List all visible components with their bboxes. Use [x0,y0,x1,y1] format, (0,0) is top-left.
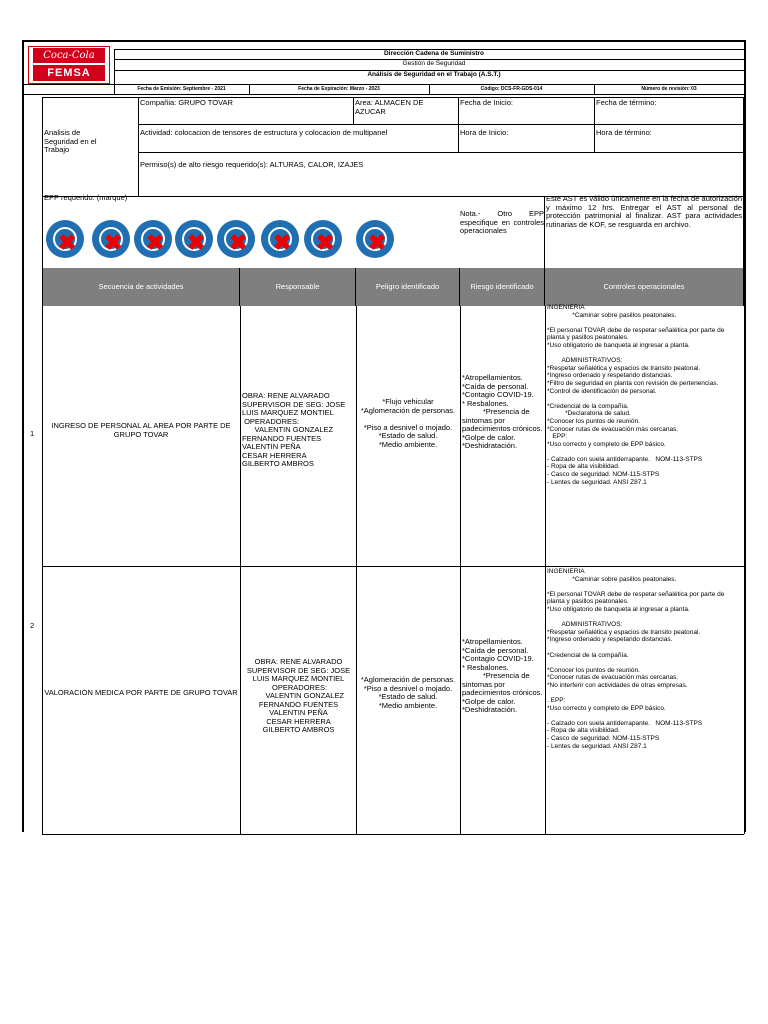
side-title: Analisis de Seguridad en el Trabajo [44,128,97,154]
permits-field: Permiso(s) de alto riesgo requerido(s): ALTURAS, CALOR, IZAJES [140,160,364,169]
row-2-risk: *Atropellamientos. *Caída de personal. *Contagio COVID-19. * Resbalones. *Presencia de sintomas por padecimientos crónicos. *Golpe de calor. *Deshidratación. [462,638,543,714]
company-field: Compañia: GRUPO TOVAR [140,98,233,107]
row-2-controls: INGENIERIA *Caminar sobre pasillos peatonales. *El personal TOVAR debe de respetar señalética por parte de planta y pasillos peatonales. *Uso obligatorio de banqueta al ingresar a planta. ADMINISTRATIVOS: *Respetar señalética y espacios de transito peatonal. *Ingreso ordenado y respetando distancias. *Credencial de la compañía. *Conocer los puntos de reunión. *Conocer rutas de evacuación más cercanas. *No interferir con actividades de otras empresas. . EPP: *Uso correcto y completo de EPP básico. - Calzado con suela antiderrapante. NOM-113-STPS - Ropa de alta visibilidad. - Casco de seguridad. NOM-115-STPS - Lentes de seguridad. ANSI Z87.1 [547,568,725,750]
row-1-hazard: *Flujo vehicular *Aglomeración de personas. *Piso a desnivel o mojado. *Estado de salud. *Medio ambiente. [360,398,456,449]
form-header [24,42,744,94]
validity-rules: Este AST es válido únicamente en la fecha de autorización y máximo 12 hrs. Entregar el AST al personal de protección patrimonial al finalizar. AST para actividades rutinarias de KOF, se resguarda en archivo. [546,194,742,229]
ear-muffs-icon[interactable]: ✖ [175,220,213,258]
issue-date: Fecha de Emisión: Septiembre - 2021 [137,86,226,92]
col-controls: Controles operacionales [545,268,744,306]
start-time-field[interactable]: Hora de Inicio: [460,128,509,137]
row-2-hazard: *Aglomeración de personas. *Piso a desnivel o mojado. *Estado de salud. *Medio ambiente. [360,676,456,710]
safety-vest-icon[interactable]: ✖ [261,220,299,258]
header-form-title: Análisis de Seguridad en el Trabajo (A.S.T.) [367,71,501,78]
row-1-responsible: OBRA: RENE ALVARADO SUPERVISOR DE SEG: JOSE LUIS MARQUEZ MONTIEL OPERADORES: VALENTIN GONZALEZ FERNANDO FUENTES VALENTIN PEÑA CESAR HERRERA GILBERTO AMBROS [242,392,346,468]
col-activity-sequence: Secuencia de actividades [42,268,240,306]
activity-field: Actividad: colocacion de tensores de estructura y colocacion de multipanel [140,128,388,137]
gloves-icon[interactable]: ✖ [304,220,342,258]
face-mask-icon[interactable]: ✖ [134,220,172,258]
row-2-responsible: OBRA: RENE ALVARADO SUPERVISOR DE SEG: JOSE LUIS MARQUEZ MONTIEL OPERADORES: VALENTIN GONZALEZ FERNANDO FUENTES VALENTIN PEÑA CESAR HERRERA GILBERTO AMBROS [246,658,351,734]
start-date-field[interactable]: Fecha de Inicio: [460,98,513,107]
revision-number: Número de revisión: 03 [641,86,697,92]
expiry-date: Fecha de Expiración: Marzo - 2023 [298,86,380,92]
femsa-logo-text: FEMSA [33,65,105,81]
ast-form [22,40,746,832]
coca-cola-logo-text: Coca-Cola [33,48,105,63]
col-risk: Riesgo identificado [460,268,545,306]
end-time-field[interactable]: Hora de término: [596,128,652,137]
hard-hat-icon[interactable]: ✖ [46,220,84,258]
row-1-risk: *Atropellamientos. *Caída de personal. *Contagio COVID-19. * Resbalones. *Presencia de sintomas por padecimientos crónicos. *Golpe de calor. *Deshidratación. [462,374,543,450]
row-1-controls: INGENIERIA *Caminar sobre pasillos peatonales. *El personal TOVAR debe de respetar señalética por parte de planta y pasillos peatonales. *Uso obligatorio de banqueta al ingresar a planta. ADMINISTRATIVOS: *Respetar señalética y espacios de transito peatonal. *Ingreso ordenado y respetando distancias. *Filtro de seguridad en planta con revisión de pertenencias. *Control de identificación de personal. *Credencial de la compañía. *Declaratoria de salud. *Conocer los puntos de reunión. *Conocer rutas de evacuación más cercanas. EPP: *Uso correcto y completo de EPP básico. - Calzado con suela antiderrapante. NOM-113-STPS - Ropa de alta visibilidad. - Casco de seguridad. NOM-115-STPS - Lentes de seguridad. ANSI Z87.1 [547,304,725,486]
form-code: Código: DCS-FR-GDS-014 [480,86,543,92]
row-2-number: 2 [30,622,35,630]
area-field: Area: ALMACEN DE AZUCAR [355,98,424,116]
epp-label: EPP requerido: (marque) [44,193,128,202]
end-date-field[interactable]: Fecha de término: [596,98,657,107]
col-hazard: Peligro identificado [356,268,460,306]
col-responsible: Responsable [240,268,356,306]
epp-note: Nota.- Otro EPP especifique en controles operacionales [460,209,544,235]
row-1-number: 1 [30,430,35,438]
safety-glasses-icon[interactable]: ✖ [92,220,130,258]
header-department: Gestión de Seguridad [402,60,466,67]
row-1-activity: INGRESO DE PERSONAL AL AREA POR PARTE DE GRUPO TOVAR [51,422,231,439]
row-2-activity: VALORACIÓN MEDICA POR PARTE DE GRUPO TOVAR [44,689,238,697]
safety-boots-icon[interactable]: ✖ [356,220,394,258]
company-logo [28,46,110,84]
header-direction: Dirección Cadena de Suministro [383,50,485,57]
ear-plugs-icon[interactable]: ✖ [217,220,255,258]
